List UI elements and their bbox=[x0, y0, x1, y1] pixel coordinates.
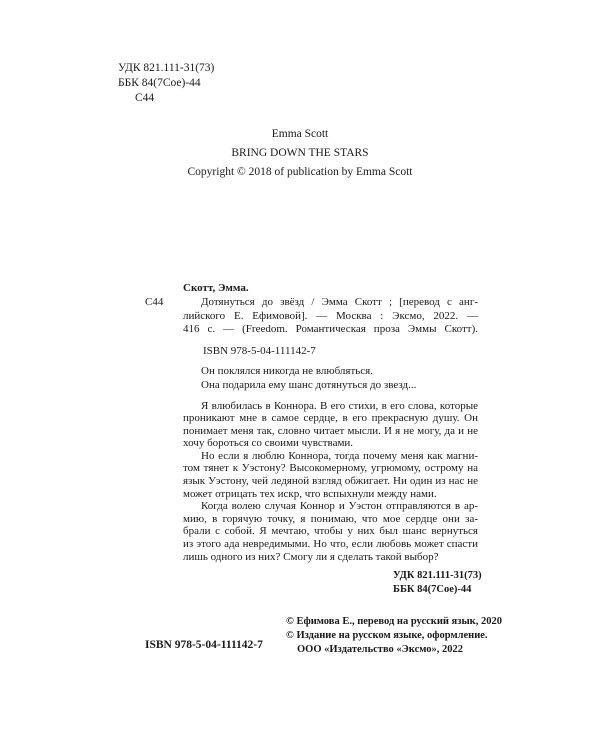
rights-line: © Издание на русском языке, оформление. bbox=[286, 630, 488, 641]
annotation-line: язык Уэстону, чей ледяной взгляд обжигает. Ни один из нас не bbox=[183, 475, 478, 488]
annotation-line: том тянет к Уэстону? Высокомерному, угрюмому, острому на bbox=[183, 462, 478, 475]
annotation bbox=[183, 400, 485, 564]
annotation-line: хочу бороться со своими чувствами. bbox=[183, 437, 354, 450]
annotation-line: брали с собой. Я мечтаю, чтобы у них был шанс вернуться bbox=[183, 525, 478, 538]
annotation-line: Я влюбилась в Коннора. В его стихи, в его слова, которые bbox=[201, 399, 478, 412]
catalog-line: лийского Е. Ефимовой]. — Москва : Эксмо, 2022. — bbox=[183, 309, 478, 322]
original-title: BRING DOWN THE STARS bbox=[231, 147, 369, 159]
author-mark: С44 bbox=[135, 92, 155, 104]
annotation-line: понимает меня так, словно читает мысли. И я не могу, да и не bbox=[183, 424, 478, 437]
rights-line: ООО «Издательство «Эксмо», 2022 bbox=[297, 644, 464, 655]
catalog-isbn: ISBN 978-5-04-111142-7 bbox=[203, 344, 316, 357]
original-edition bbox=[0, 125, 600, 182]
catalog-card bbox=[145, 281, 485, 597]
catalog-line: 416 с. — (Freedom. Романтическая проза Эммы Скотт). bbox=[183, 323, 478, 335]
bottom-codes bbox=[393, 569, 485, 597]
bbk-code: ББК 84(7Сое)-44 bbox=[118, 77, 201, 89]
original-author: Emma Scott bbox=[271, 128, 329, 140]
annotation-line: Когда волею случая Коннор и Уэстон отправляются в ар- bbox=[201, 500, 478, 513]
top-codes bbox=[118, 61, 214, 106]
annotation-line: лишь одного из них? Смогу ли я сделать такой выбор? bbox=[183, 550, 439, 563]
catalog-entry bbox=[145, 296, 485, 337]
annotation-line: может отрицать тех искр, что вспыхнули между нами. bbox=[183, 487, 437, 500]
annotation-line: проникают мне в самое сердце, в его прекрасную душу. Он bbox=[183, 412, 478, 425]
catalog-mark: С44 bbox=[145, 296, 164, 308]
bottom-isbn: ISBN 978-5-04-111142-7 bbox=[145, 639, 263, 651]
catalog-heading: Скотт, Эмма. bbox=[183, 282, 249, 294]
udk-code: УДК 821.111-31(73) bbox=[118, 62, 215, 74]
rights-line: © Ефимова Е., перевод на русский язык, 2020 bbox=[286, 616, 502, 627]
tagline bbox=[201, 364, 485, 392]
annotation-line: из этого ада невредимыми. Но что, если любовь может спасти bbox=[183, 538, 478, 551]
bottom-bbk: ББК 84(7Сое)-44 bbox=[393, 584, 472, 596]
annotation-line: Но если я люблю Коннора, тогда почему меня как магни- bbox=[201, 449, 478, 462]
rights bbox=[286, 615, 502, 657]
catalog-line: Дотянуться до звёзд / Эмма Скотт ; [перевод с анг- bbox=[201, 296, 478, 308]
original-copyright: Copyright © 2018 of publication by Emma Scott bbox=[187, 166, 413, 178]
bottom-isbn-block bbox=[145, 638, 263, 653]
tagline-line: Он поклялся никогда не влюбляться. bbox=[201, 364, 373, 377]
bottom-udk: УДК 821.111-31(73) bbox=[393, 570, 482, 582]
annotation-line: мию, в горячую точку, я понимаю, что мое сердце они за- bbox=[183, 512, 478, 525]
tagline-line: Она подарила ему шанс дотянуться до звезд... bbox=[201, 378, 417, 391]
